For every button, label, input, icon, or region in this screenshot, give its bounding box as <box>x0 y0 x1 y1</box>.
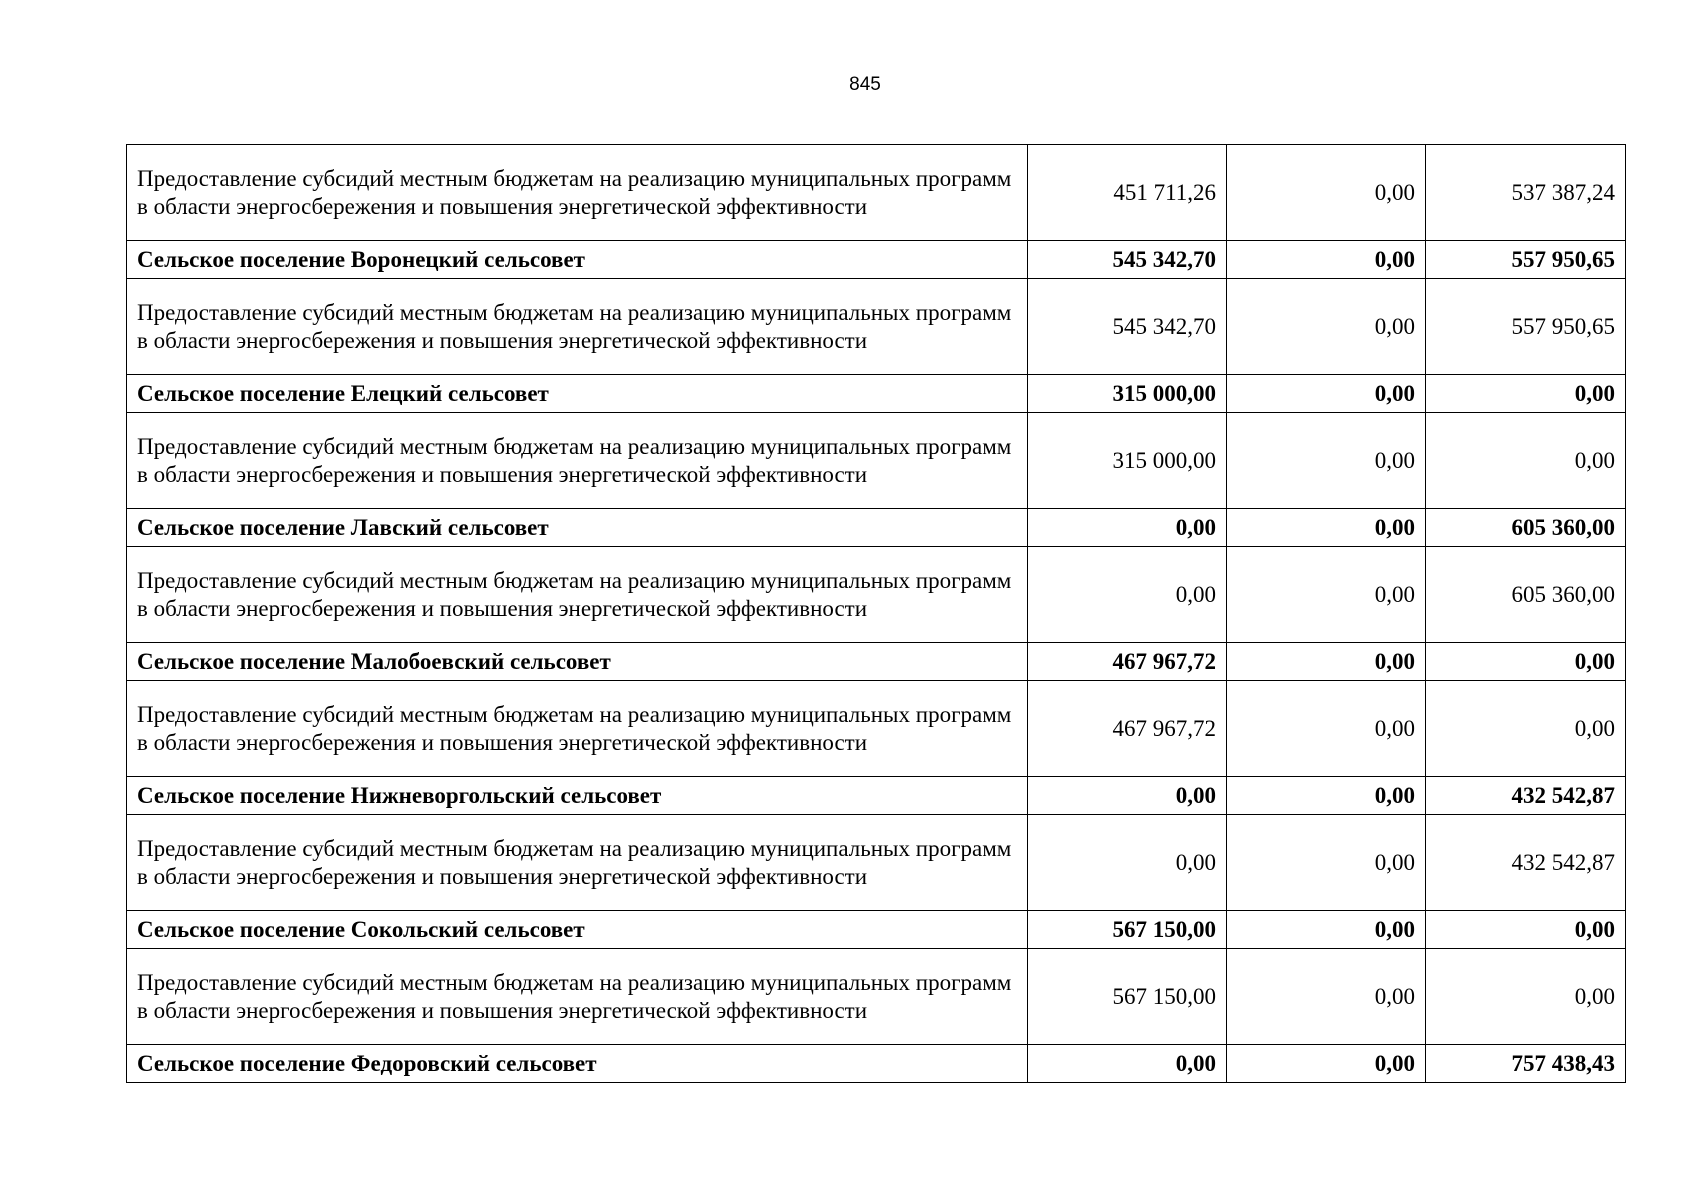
table-row-subsidy <box>127 145 1626 241</box>
row-value-1: 567 150,00 <box>1028 949 1227 1045</box>
row-value-3: 0,00 <box>1426 643 1626 681</box>
row-value-3: 605 360,00 <box>1426 547 1626 643</box>
row-name: Сельское поселение Лавский сельсовет <box>127 509 1028 547</box>
row-value-2: 0,00 <box>1227 949 1426 1045</box>
row-name: Предоставление субсидий местным бюджетам на реализацию муниципальных программ в области энергосбережения и повышения энергетической эффективности <box>127 681 1028 777</box>
row-value-2: 0,00 <box>1227 375 1426 413</box>
row-value-1: 0,00 <box>1028 509 1227 547</box>
row-value-3: 432 542,87 <box>1426 815 1626 911</box>
row-value-3: 537 387,24 <box>1426 145 1626 241</box>
row-name: Сельское поселение Сокольский сельсовет <box>127 911 1028 949</box>
row-name: Сельское поселение Нижневоргольский сельсовет <box>127 777 1028 815</box>
row-name: Предоставление субсидий местным бюджетам на реализацию муниципальных программ в области энергосбережения и повышения энергетической эффективности <box>127 145 1028 241</box>
row-name: Сельское поселение Елецкий сельсовет <box>127 375 1028 413</box>
row-value-1: 315 000,00 <box>1028 375 1227 413</box>
table-row-settlement-total <box>127 643 1626 681</box>
row-value-2: 0,00 <box>1227 279 1426 375</box>
row-value-1: 451 711,26 <box>1028 145 1227 241</box>
row-value-3: 432 542,87 <box>1426 777 1626 815</box>
row-value-2: 0,00 <box>1227 777 1426 815</box>
table-row-settlement-total <box>127 509 1626 547</box>
row-value-3: 0,00 <box>1426 911 1626 949</box>
row-value-1: 467 967,72 <box>1028 681 1227 777</box>
row-value-1: 0,00 <box>1028 547 1227 643</box>
row-value-3: 0,00 <box>1426 375 1626 413</box>
row-value-3: 0,00 <box>1426 949 1626 1045</box>
table-row-settlement-total <box>127 777 1626 815</box>
row-value-3: 557 950,65 <box>1426 279 1626 375</box>
row-value-1: 315 000,00 <box>1028 413 1227 509</box>
row-name: Предоставление субсидий местным бюджетам на реализацию муниципальных программ в области энергосбережения и повышения энергетической эффективности <box>127 279 1028 375</box>
row-value-3: 605 360,00 <box>1426 509 1626 547</box>
row-value-2: 0,00 <box>1227 911 1426 949</box>
table-row-subsidy <box>127 413 1626 509</box>
row-name: Предоставление субсидий местным бюджетам на реализацию муниципальных программ в области энергосбережения и повышения энергетической эффективности <box>127 949 1028 1045</box>
row-name: Предоставление субсидий местным бюджетам на реализацию муниципальных программ в области энергосбережения и повышения энергетической эффективности <box>127 413 1028 509</box>
row-name: Сельское поселение Федоровский сельсовет <box>127 1045 1028 1083</box>
row-name: Сельское поселение Воронецкий сельсовет <box>127 241 1028 279</box>
row-value-1: 545 342,70 <box>1028 241 1227 279</box>
table-row-settlement-total <box>127 375 1626 413</box>
row-value-3: 0,00 <box>1426 681 1626 777</box>
row-value-1: 0,00 <box>1028 777 1227 815</box>
page-number: 845 <box>849 74 881 95</box>
row-name: Предоставление субсидий местным бюджетам на реализацию муниципальных программ в области энергосбережения и повышения энергетической эффективности <box>127 547 1028 643</box>
row-name: Сельское поселение Малобоевский сельсовет <box>127 643 1028 681</box>
row-value-2: 0,00 <box>1227 509 1426 547</box>
row-value-3: 757 438,43 <box>1426 1045 1626 1083</box>
row-value-2: 0,00 <box>1227 547 1426 643</box>
table-row-subsidy <box>127 815 1626 911</box>
table-row-settlement-total <box>127 911 1626 949</box>
table-row-settlement-total <box>127 1045 1626 1083</box>
budget-table <box>126 144 1626 1083</box>
row-value-1: 0,00 <box>1028 815 1227 911</box>
row-value-1: 0,00 <box>1028 1045 1227 1083</box>
row-value-2: 0,00 <box>1227 145 1426 241</box>
row-value-1: 545 342,70 <box>1028 279 1227 375</box>
row-name: Предоставление субсидий местным бюджетам на реализацию муниципальных программ в области энергосбережения и повышения энергетической эффективности <box>127 815 1028 911</box>
table-row-subsidy <box>127 279 1626 375</box>
row-value-2: 0,00 <box>1227 681 1426 777</box>
table-row-subsidy <box>127 547 1626 643</box>
row-value-2: 0,00 <box>1227 241 1426 279</box>
table-row-subsidy <box>127 681 1626 777</box>
row-value-1: 467 967,72 <box>1028 643 1227 681</box>
row-value-1: 567 150,00 <box>1028 911 1227 949</box>
row-value-2: 0,00 <box>1227 815 1426 911</box>
table-row-settlement-total <box>127 241 1626 279</box>
table-row-subsidy <box>127 949 1626 1045</box>
row-value-2: 0,00 <box>1227 1045 1426 1083</box>
row-value-2: 0,00 <box>1227 413 1426 509</box>
row-value-3: 0,00 <box>1426 413 1626 509</box>
row-value-2: 0,00 <box>1227 643 1426 681</box>
row-value-3: 557 950,65 <box>1426 241 1626 279</box>
